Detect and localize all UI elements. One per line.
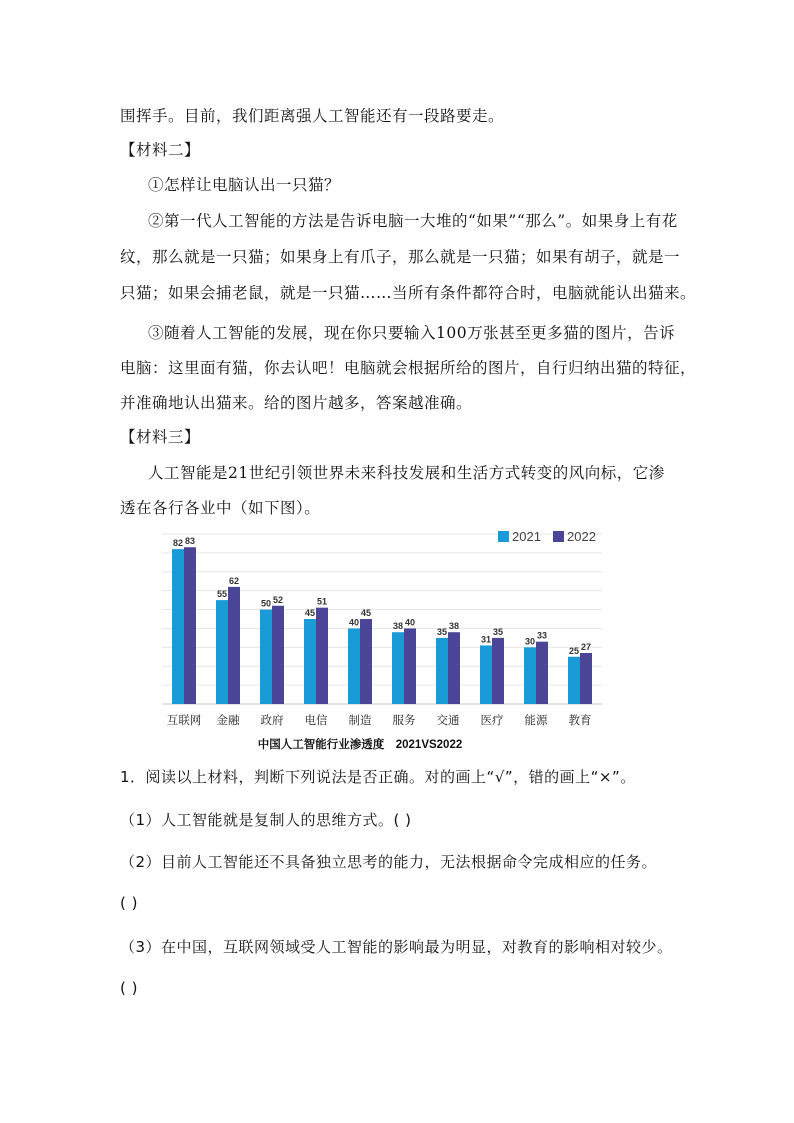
legend-label-2022: 2022	[567, 529, 596, 544]
paragraph-line: 只猫；如果会捕老鼠，就是一只猫……当所有条件都符合时，电脑就能认出猫来。	[120, 284, 697, 302]
bar-2021	[216, 600, 228, 704]
bar-2022	[184, 547, 196, 704]
bar-2022	[360, 619, 372, 704]
data-label-2022: 45	[360, 608, 372, 618]
bar-2022	[316, 608, 328, 704]
data-label-2022: 38	[448, 621, 460, 632]
bar-2021	[436, 638, 448, 704]
bar-2021	[568, 657, 580, 704]
paragraph-line: ③随着人工智能的发展，现在你只要输入100万张甚至更多猫的图片，告诉	[148, 324, 676, 342]
question-item: （3）在中国，互联网领域受人工智能的影响最为明显，对教育的影响相对较少。	[120, 938, 673, 956]
section-heading: 【材料二】	[120, 141, 201, 159]
question-prompt: 1．阅读以上材料，判断下列说法是否正确。对的画上“√”，错的画上“×”。	[120, 768, 636, 786]
bar-2021	[524, 647, 536, 704]
bar-2022	[580, 653, 592, 704]
category-label: 教育	[568, 713, 592, 727]
paragraph-line: ①怎样让电脑认出一只猫？	[148, 176, 341, 194]
question-item: （1）人工智能就是复制人的思维方式。( )	[120, 811, 412, 829]
paragraph-line: ②第一代人工智能的方法是告诉电脑一大堆的“如果”“那么”。如果身上有花	[148, 212, 678, 230]
bar-chart	[160, 522, 610, 754]
category-label: 能源	[524, 713, 548, 727]
category-label: 电信	[304, 713, 328, 727]
legend-swatch-2021	[498, 531, 509, 542]
data-label-2022: 52	[272, 594, 284, 605]
data-label-2022: 27	[580, 642, 592, 652]
data-label-2022: 33	[536, 630, 548, 641]
category-label: 金融	[216, 713, 240, 727]
legend-label-2021: 2021	[512, 529, 541, 544]
answer-blank[interactable]: ( )	[120, 894, 138, 912]
data-label-2021: 45	[304, 608, 316, 618]
section-heading: 【材料三】	[120, 428, 201, 446]
data-label-2021: 31	[480, 634, 492, 645]
bar-2021	[392, 632, 404, 704]
question-item: （2）目前人工智能还不具备独立思考的能力，无法根据命令完成相应的任务。	[120, 853, 658, 871]
data-label-2021: 40	[348, 617, 360, 628]
data-label-2022: 83	[184, 536, 196, 547]
category-label: 医疗	[480, 713, 504, 727]
bar-2021	[480, 645, 492, 704]
paragraph-line: 纹，那么就是一只猫；如果身上有爪子，那么就是一只猫；如果有胡子，就是一	[120, 248, 681, 266]
paragraph-line: 透在各行各业中（如下图）。	[120, 499, 321, 517]
category-label: 制造	[348, 713, 372, 727]
bar-2021	[348, 628, 360, 704]
bar-2022	[228, 587, 240, 704]
data-label-2021: 55	[216, 589, 228, 600]
data-label-2022: 51	[316, 596, 328, 607]
bar-2022	[272, 606, 284, 704]
data-label-2021: 50	[260, 598, 272, 609]
data-label-2021: 25	[568, 645, 580, 656]
bar-2022	[448, 632, 460, 704]
bar-2021	[304, 619, 316, 704]
data-label-2021: 38	[392, 621, 404, 632]
data-label-2022: 35	[492, 626, 504, 637]
answer-blank[interactable]: ( )	[120, 979, 138, 997]
data-label-2021: 82	[172, 538, 184, 549]
category-label: 政府	[260, 713, 284, 727]
category-label: 服务	[392, 713, 416, 727]
data-label-2021: 35	[436, 626, 448, 637]
paragraph-line: 电脑：这里面有猫，你去认吧！电脑就会根据所给的图片，自行归纳出猫的特征，	[120, 359, 697, 377]
legend-swatch-2022	[553, 531, 564, 542]
data-label-2022: 62	[228, 575, 240, 586]
chart-legend	[498, 529, 596, 544]
bar-2022	[492, 638, 504, 704]
data-label-2022: 40	[404, 617, 416, 628]
bar-2022	[404, 628, 416, 704]
paragraph-line: 并准确地认出猫来。给的图片越多，答案越准确。	[120, 394, 473, 412]
category-label: 互联网	[166, 713, 202, 727]
paragraph-line: 围挥手。目前，我们距离强人工智能还有一段路要走。	[120, 107, 505, 125]
bar-2021	[172, 549, 184, 704]
chart-title: 中国人工智能行业渗透度 2021VS2022	[257, 739, 463, 751]
paragraph-line: 人工智能是21世纪引领世界未来科技发展和生活方式转变的风向标，它渗	[148, 464, 665, 482]
data-label-2021: 30	[524, 636, 536, 647]
bar-2021	[260, 610, 272, 704]
category-label: 交通	[436, 713, 460, 727]
bar-2022	[536, 642, 548, 704]
